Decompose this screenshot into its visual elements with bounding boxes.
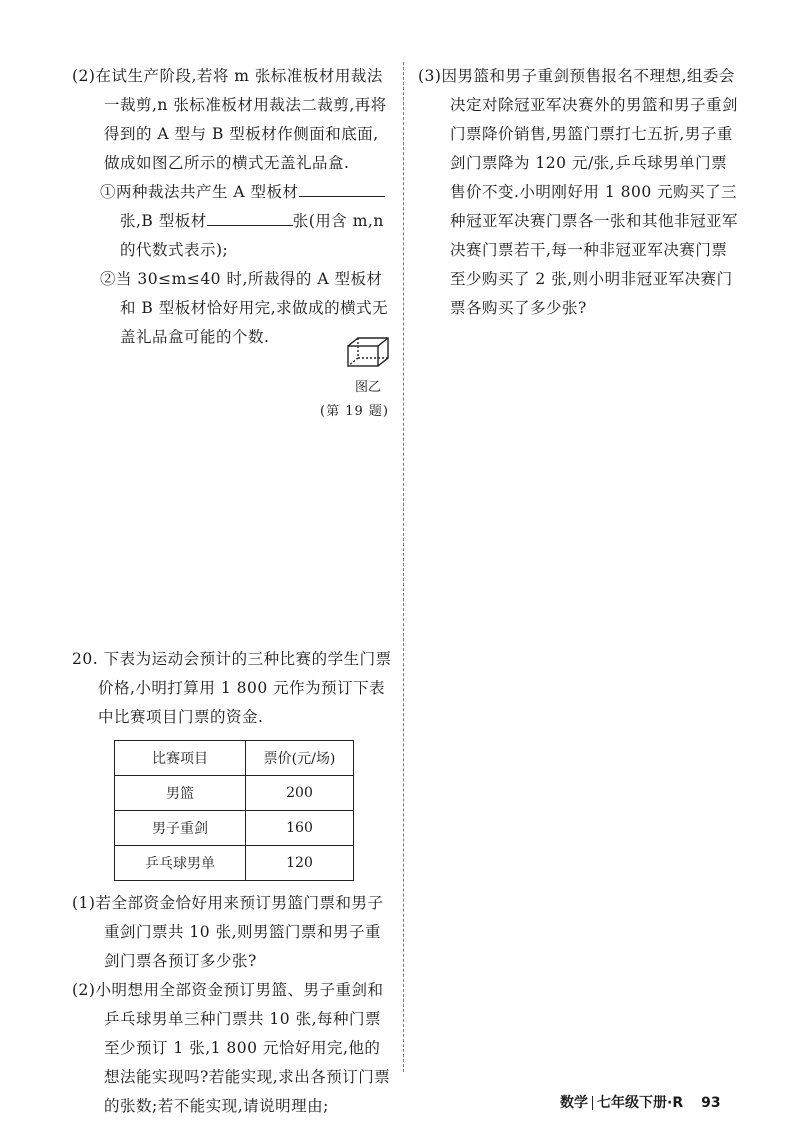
table-header: 比赛项目 xyxy=(115,741,246,776)
question-number-note: (第 19 题) xyxy=(320,404,389,419)
table-cell: 120 xyxy=(246,846,354,881)
q19-part2-intro: (2)在试生产阶段,若将 m 张标准板材用裁法一裁剪,n 张标准板材用裁法二裁剪,再将得到的 A 型与 B 型板材作侧面和底面,做成如图乙所示的横式无盖礼品盒. xyxy=(72,67,387,172)
right-column xyxy=(418,62,740,323)
q19-part2-sub2: ②当 30≤m≤40 时,所裁得的 A 型板材和 B 型板材恰好用完,求做成的横式无盖礼品盒可能的个数. xyxy=(100,270,389,346)
page-footer xyxy=(560,1092,721,1112)
q19-part3: (3)因男篮和男子重剑预售报名不理想,组委会决定对除冠亚军决赛外的男篮和男子重剑门票降价销售,男篮门票打七五折,男子重剑门票降为 120 元/张,乒乓球男单门票售价不变.小明刚好用 1 800 元购买了三种冠亚军决赛门票各一张和其他非冠亚军决赛门票若干,每一种非冠亚军决赛门票至少购买了 2 张,则小明非冠亚军决赛门票各购买了多少张? xyxy=(418,67,739,317)
table-header-row xyxy=(115,741,354,776)
figure-gift-box xyxy=(340,336,396,395)
q19-part2-sub1 xyxy=(72,178,392,265)
q20-part2: (2)小明想用全部资金预订男篮、男子重剑和乒乓球男单三种门票共 10 张,每种门票至少预订 1 张,1 800 元恰好用完,他的想法能实现吗?若能实现,求出各预订门票的张数;若不能实现,请说明理由; xyxy=(72,981,391,1115)
footer-separator xyxy=(592,1096,593,1110)
table-cell: 200 xyxy=(246,776,354,811)
q20-intro: 20. 下表为运动会预计的三种比赛的学生门票价格,小明打算用 1 800 元作为预订下表中比赛项目门票的资金. xyxy=(72,650,392,726)
answer-blank-a[interactable] xyxy=(299,182,385,197)
q20-part1: (1)若全部资金恰好用来预订男篮门票和男子重剑门票共 10 张,则男篮门票和男子重剑门票各预订多少张? xyxy=(72,894,384,970)
answer-blank-b[interactable] xyxy=(207,211,293,226)
column-divider xyxy=(403,62,404,1072)
ticket-price-table xyxy=(114,740,354,881)
footer-book: 七年级下册·R xyxy=(597,1095,684,1111)
table-cell: 男篮 xyxy=(115,776,246,811)
table-header: 票价(元/场) xyxy=(246,741,354,776)
table-row xyxy=(115,846,354,881)
sub1-text-a: ①两种裁法共产生 A 型板材 xyxy=(100,183,299,201)
page-number: 93 xyxy=(701,1095,721,1111)
table-row xyxy=(115,811,354,846)
sub1-text-b: 张,B 型板材 xyxy=(120,212,207,230)
table-cell: 男子重剑 xyxy=(115,811,246,846)
footer-subject: 数学 xyxy=(560,1095,588,1111)
table-cell: 160 xyxy=(246,811,354,846)
table-cell: 乒乓球男单 xyxy=(115,846,246,881)
figure-caption: 图乙 xyxy=(354,380,381,395)
sub1-text-c: 张(用含 m,n 的代数式表示); xyxy=(120,212,384,259)
table-row xyxy=(115,776,354,811)
gift-box-icon xyxy=(346,336,390,370)
question-20 xyxy=(72,645,396,1121)
left-column xyxy=(72,62,392,352)
